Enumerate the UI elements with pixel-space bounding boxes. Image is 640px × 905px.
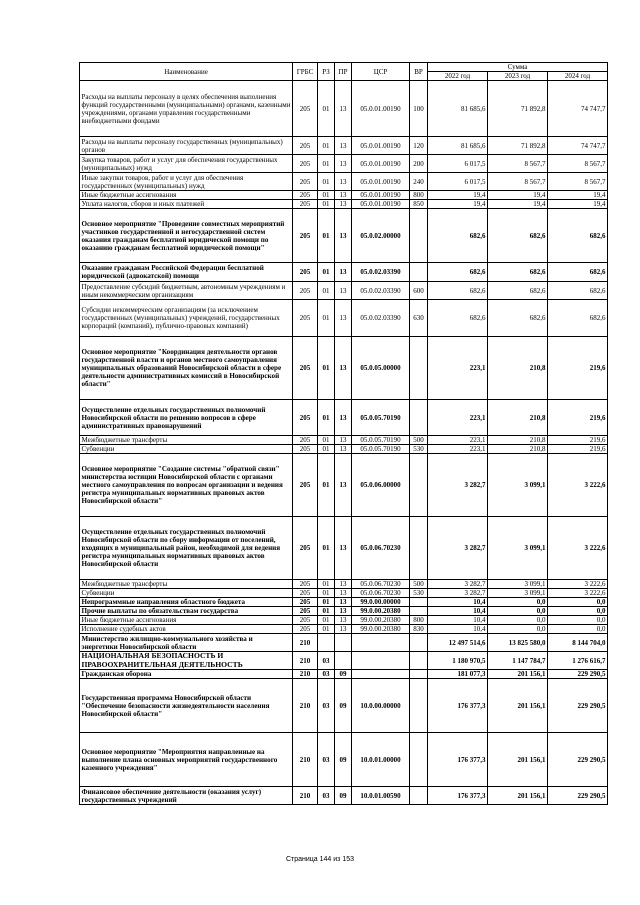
row-pr: 13 (335, 445, 352, 454)
row-sum-2022: 682,6 (428, 300, 488, 337)
table-row (80, 589, 608, 598)
row-csr: 05.0.06.70230 (352, 580, 410, 589)
row-name: Субвенции (80, 445, 293, 454)
row-sum-2023: 8 567,7 (488, 173, 548, 191)
row-vr (410, 337, 428, 400)
col-header-pr: ПР (335, 63, 352, 81)
row-rz: 03 (318, 787, 335, 805)
col-header-rz: РЗ (318, 63, 335, 81)
row-pr: 13 (335, 616, 352, 625)
row-sum-2024: 682,6 (548, 263, 608, 282)
table-row (80, 173, 608, 191)
row-name: Межбюджетные трансферты (80, 580, 293, 589)
row-vr (410, 733, 428, 787)
row-sum-2023: 3 099,1 (488, 517, 548, 580)
row-rz: 01 (318, 598, 335, 607)
row-name: Уплата налогов, сборов и иных платежей (80, 200, 293, 209)
row-sum-2023: 3 099,1 (488, 580, 548, 589)
row-grbs: 205 (293, 200, 318, 209)
row-sum-2023: 0,0 (488, 598, 548, 607)
row-grbs: 205 (293, 137, 318, 155)
col-header-vr: ВР (410, 63, 428, 81)
row-name: Исполнение судебных актов (80, 625, 293, 634)
row-csr: 99.0.00.20380 (352, 625, 410, 634)
row-rz: 01 (318, 191, 335, 200)
row-csr: 05.0.05.70190 (352, 400, 410, 436)
row-vr: 530 (410, 445, 428, 454)
row-pr: 13 (335, 454, 352, 517)
row-rz: 01 (318, 300, 335, 337)
row-vr: 100 (410, 81, 428, 137)
row-sum-2022: 176 377,3 (428, 787, 488, 805)
row-rz: 01 (318, 607, 335, 616)
table-row (80, 191, 608, 200)
row-grbs: 205 (293, 173, 318, 191)
budget-table (79, 62, 608, 805)
row-vr: 240 (410, 173, 428, 191)
row-sum-2024: 8 567,7 (548, 155, 608, 173)
row-sum-2024: 0,0 (548, 598, 608, 607)
row-sum-2024: 74 747,7 (548, 137, 608, 155)
row-grbs: 210 (293, 733, 318, 787)
row-vr: 630 (410, 300, 428, 337)
row-pr: 09 (335, 670, 352, 679)
row-csr (352, 670, 410, 679)
row-pr: 13 (335, 625, 352, 634)
row-pr: 13 (335, 263, 352, 282)
row-grbs: 205 (293, 436, 318, 445)
table-row (80, 400, 608, 436)
row-sum-2024: 682,6 (548, 282, 608, 300)
row-sum-2024: 8 567,7 (548, 173, 608, 191)
budget-table-page (79, 62, 607, 805)
row-sum-2022: 3 282,7 (428, 589, 488, 598)
table-row (80, 445, 608, 454)
row-pr: 09 (335, 733, 352, 787)
row-pr (335, 634, 352, 652)
row-pr: 13 (335, 191, 352, 200)
row-csr: 05.0.05.00000 (352, 337, 410, 400)
row-grbs: 205 (293, 517, 318, 580)
row-name: НАЦИОНАЛЬНАЯ БЕЗОПАСНОСТЬ И ПРАВООХРАНИТЕЛЬНАЯ ДЕЯТЕЛЬНОСТЬ (80, 652, 293, 670)
row-sum-2024: 3 222,6 (548, 589, 608, 598)
row-csr: 10.0.01.00000 (352, 733, 410, 787)
row-sum-2022: 181 077,3 (428, 670, 488, 679)
row-csr: 05.0.06.70230 (352, 589, 410, 598)
row-sum-2022: 176 377,3 (428, 679, 488, 733)
row-vr: 850 (410, 200, 428, 209)
row-pr (335, 652, 352, 670)
row-csr: 05.0.05.70190 (352, 445, 410, 454)
row-rz: 01 (318, 616, 335, 625)
row-name: Оказание гражданам Российской Федерации бесплатной юридической (адвокатской) помощи (80, 263, 293, 282)
row-sum-2022: 10,4 (428, 607, 488, 616)
row-pr: 13 (335, 300, 352, 337)
row-sum-2023: 8 567,7 (488, 155, 548, 173)
row-vr (410, 634, 428, 652)
row-pr: 13 (335, 173, 352, 191)
table-row (80, 616, 608, 625)
row-name: Прочие выплаты по обязательствам государства (80, 607, 293, 616)
row-sum-2024: 8 144 704,0 (548, 634, 608, 652)
row-sum-2023: 210,8 (488, 337, 548, 400)
row-grbs: 205 (293, 209, 318, 263)
table-row (80, 670, 608, 679)
row-name: Министерство жилищно-коммунального хозяйства и энергетики Новосибирской области (80, 634, 293, 652)
row-sum-2024: 682,6 (548, 209, 608, 263)
row-csr: 05.0.05.70190 (352, 436, 410, 445)
row-csr: 05.0.01.00190 (352, 191, 410, 200)
row-grbs: 205 (293, 445, 318, 454)
row-csr: 05.0.02.03390 (352, 282, 410, 300)
row-grbs: 205 (293, 155, 318, 173)
col-header-name: Наименование (80, 63, 293, 81)
row-sum-2022: 3 282,7 (428, 517, 488, 580)
row-pr: 13 (335, 155, 352, 173)
table-row (80, 652, 608, 670)
col-header-sum: Сумма (428, 63, 608, 72)
row-sum-2022: 3 282,7 (428, 454, 488, 517)
row-name: Финансовое обеспечение деятельности (оказания услуг) государственных учреждений (80, 787, 293, 805)
row-name: Осуществление отдельных государственных полномочий Новосибирской области по сбору информации от поселений, входящих в муниципальный район, необходимой для ведения регистра муниципальных нормативных правовых актов Новосибирской области (80, 517, 293, 580)
row-sum-2022: 81 685,6 (428, 81, 488, 137)
col-header-year-2024: 2024 год (548, 72, 608, 81)
row-grbs: 205 (293, 580, 318, 589)
row-grbs: 210 (293, 679, 318, 733)
table-row (80, 454, 608, 517)
row-rz (318, 634, 335, 652)
row-grbs: 205 (293, 191, 318, 200)
row-sum-2022: 19,4 (428, 191, 488, 200)
row-csr: 05.0.01.00190 (352, 155, 410, 173)
row-grbs: 205 (293, 454, 318, 517)
row-grbs: 205 (293, 263, 318, 282)
row-pr: 13 (335, 607, 352, 616)
row-csr: 99.0.00.20380 (352, 616, 410, 625)
table-row (80, 787, 608, 805)
row-rz: 01 (318, 263, 335, 282)
row-vr: 120 (410, 137, 428, 155)
row-rz: 01 (318, 625, 335, 634)
row-name: Предоставление субсидий бюджетным, автономным учреждениям и иным некоммерческим организациям (80, 282, 293, 300)
row-sum-2024: 19,4 (548, 200, 608, 209)
row-rz: 01 (318, 173, 335, 191)
table-row (80, 607, 608, 616)
table-row (80, 137, 608, 155)
row-rz: 01 (318, 200, 335, 209)
row-sum-2022: 10,4 (428, 616, 488, 625)
row-rz: 01 (318, 580, 335, 589)
row-name: Иные закупки товаров, работ и услуг для обеспечения государственных (муниципальных) нужд (80, 173, 293, 191)
row-sum-2022: 682,6 (428, 282, 488, 300)
row-vr: 200 (410, 155, 428, 173)
row-grbs: 205 (293, 625, 318, 634)
row-sum-2023: 3 099,1 (488, 454, 548, 517)
row-grbs: 210 (293, 787, 318, 805)
row-sum-2024: 19,4 (548, 191, 608, 200)
row-name: Основное мероприятие "Проведение совместных мероприятий участников государственной и негосударственной систем оказания гражданам бесплатной юридической помощи по оказанию гражданам бесплатной юридической помощи" (80, 209, 293, 263)
row-sum-2024: 229 290,5 (548, 670, 608, 679)
row-name: Основное мероприятие "Мероприятия направленные на выполнение плана основных мероприятий государственного казенного учреждения" (80, 733, 293, 787)
row-vr (410, 670, 428, 679)
row-grbs: 205 (293, 282, 318, 300)
row-sum-2022: 223,1 (428, 337, 488, 400)
row-sum-2024: 1 276 616,7 (548, 652, 608, 670)
row-csr: 99.0.00.20380 (352, 607, 410, 616)
row-sum-2022: 6 017,5 (428, 155, 488, 173)
row-sum-2024: 229 290,5 (548, 679, 608, 733)
row-sum-2024: 229 290,5 (548, 733, 608, 787)
row-pr: 13 (335, 400, 352, 436)
row-sum-2023: 71 892,8 (488, 137, 548, 155)
row-pr: 13 (335, 436, 352, 445)
row-vr (410, 787, 428, 805)
row-grbs: 205 (293, 400, 318, 436)
row-csr: 05.0.02.03390 (352, 263, 410, 282)
row-sum-2022: 1 180 970,5 (428, 652, 488, 670)
table-row (80, 436, 608, 445)
row-csr: 05.0.01.00190 (352, 173, 410, 191)
row-sum-2022: 223,1 (428, 445, 488, 454)
row-sum-2022: 3 282,7 (428, 580, 488, 589)
row-sum-2022: 682,6 (428, 263, 488, 282)
row-rz: 03 (318, 679, 335, 733)
row-name: Расходы на выплаты персоналу в целях обеспечения выполнения функций государственными (муниципальными) органами, казенными учреждениями, органами управления государственными внебюджетными фондами (80, 81, 293, 137)
table-row (80, 337, 608, 400)
table-row (80, 679, 608, 733)
row-sum-2024: 219,6 (548, 337, 608, 400)
row-pr: 13 (335, 282, 352, 300)
row-vr (410, 598, 428, 607)
row-vr: 500 (410, 436, 428, 445)
row-name: Иные бюджетные ассигнования (80, 616, 293, 625)
row-name: Основное мероприятие "Координация деятельности органов государственной власти и органов местного самоуправления муниципальных образований Новосибирской области в сфере деятельности административных комиссий в Новосибирской области" (80, 337, 293, 400)
row-csr: 05.0.01.00190 (352, 137, 410, 155)
table-row (80, 300, 608, 337)
row-grbs: 205 (293, 81, 318, 137)
row-rz: 01 (318, 436, 335, 445)
table-row (80, 625, 608, 634)
row-sum-2023: 0,0 (488, 625, 548, 634)
row-sum-2023: 19,4 (488, 200, 548, 209)
row-sum-2022: 12 497 514,6 (428, 634, 488, 652)
row-vr (410, 400, 428, 436)
row-grbs: 205 (293, 337, 318, 400)
row-grbs: 205 (293, 598, 318, 607)
row-csr: 10.0.00.00000 (352, 679, 410, 733)
row-grbs: 210 (293, 652, 318, 670)
row-name: Осуществление отдельных государственных полномочий Новосибирской области по решению вопросов в сфере административных правонарушений (80, 400, 293, 436)
row-rz: 01 (318, 209, 335, 263)
row-sum-2024: 219,6 (548, 400, 608, 436)
row-sum-2024: 219,6 (548, 445, 608, 454)
row-rz: 03 (318, 670, 335, 679)
row-sum-2024: 3 222,6 (548, 580, 608, 589)
row-name: Гражданская оборона (80, 670, 293, 679)
row-sum-2023: 682,6 (488, 300, 548, 337)
row-rz: 01 (318, 337, 335, 400)
row-vr (410, 263, 428, 282)
row-sum-2023: 19,4 (488, 191, 548, 200)
row-sum-2023: 682,6 (488, 282, 548, 300)
row-sum-2022: 19,4 (428, 200, 488, 209)
row-sum-2023: 71 892,8 (488, 81, 548, 137)
row-pr: 13 (335, 81, 352, 137)
row-pr: 13 (335, 580, 352, 589)
row-grbs: 205 (293, 589, 318, 598)
row-rz: 03 (318, 733, 335, 787)
row-csr: 10.0.01.00590 (352, 787, 410, 805)
row-grbs: 205 (293, 607, 318, 616)
row-rz: 01 (318, 155, 335, 173)
row-pr: 13 (335, 517, 352, 580)
row-grbs: 210 (293, 634, 318, 652)
row-sum-2024: 219,6 (548, 436, 608, 445)
row-sum-2023: 201 156,1 (488, 787, 548, 805)
row-sum-2024: 74 747,7 (548, 81, 608, 137)
row-sum-2022: 223,1 (428, 400, 488, 436)
table-row (80, 598, 608, 607)
row-grbs: 205 (293, 300, 318, 337)
row-sum-2024: 229 290,5 (548, 787, 608, 805)
row-vr: 600 (410, 282, 428, 300)
table-row (80, 733, 608, 787)
row-name: Основное мероприятие "Создание системы "обратной связи" министерства юстиции Новосибирской области с органами местного самоуправления по вопросам организации и ведения регистра муниципальных нормативных правовых актов Новосибирской области" (80, 454, 293, 517)
row-pr: 13 (335, 337, 352, 400)
row-vr: 800 (410, 616, 428, 625)
row-sum-2023: 201 156,1 (488, 679, 548, 733)
row-vr: 830 (410, 625, 428, 634)
col-header-year-2023: 2023 год (488, 72, 548, 81)
row-csr: 05.0.06.00000 (352, 454, 410, 517)
row-pr: 13 (335, 137, 352, 155)
row-pr: 09 (335, 679, 352, 733)
table-row (80, 282, 608, 300)
row-grbs: 205 (293, 616, 318, 625)
row-name: Государственная программа Новосибирской области "Обеспечение безопасности жизнедеятельности населения Новосибирской области" (80, 679, 293, 733)
col-header-grbs: ГРБС (293, 63, 318, 81)
row-vr (410, 454, 428, 517)
row-rz: 01 (318, 282, 335, 300)
row-name: Субвенции (80, 589, 293, 598)
row-sum-2023: 210,8 (488, 400, 548, 436)
row-name: Расходы на выплаты персоналу государственных (муниципальных) органов (80, 137, 293, 155)
page-number: Страница 144 из 153 (285, 856, 355, 863)
col-header-csr: ЦСР (352, 63, 410, 81)
row-csr: 99.0.00.00000 (352, 598, 410, 607)
row-sum-2023: 682,6 (488, 209, 548, 263)
row-pr: 13 (335, 598, 352, 607)
row-sum-2024: 3 222,6 (548, 454, 608, 517)
row-csr: 05.0.06.70230 (352, 517, 410, 580)
row-csr (352, 634, 410, 652)
row-rz: 01 (318, 137, 335, 155)
row-sum-2024: 0,0 (548, 607, 608, 616)
row-sum-2024: 0,0 (548, 616, 608, 625)
row-sum-2022: 682,6 (428, 209, 488, 263)
row-sum-2023: 210,8 (488, 436, 548, 445)
row-name: Субсидии некоммерческим организациям (за исключением государственных (муниципальных) учреждений, государственных корпораций (компаний), публично-правовых компаний) (80, 300, 293, 337)
table-row (80, 200, 608, 209)
row-vr: 530 (410, 589, 428, 598)
row-name: Межбюджетные трансферты (80, 436, 293, 445)
row-vr (410, 607, 428, 616)
row-sum-2023: 3 099,1 (488, 589, 548, 598)
row-csr: 05.0.02.00000 (352, 209, 410, 263)
row-vr: 800 (410, 191, 428, 200)
table-row (80, 263, 608, 282)
row-rz: 01 (318, 400, 335, 436)
row-sum-2023: 201 156,1 (488, 670, 548, 679)
row-sum-2023: 13 825 580,0 (488, 634, 548, 652)
row-sum-2022: 6 017,5 (428, 173, 488, 191)
row-sum-2023: 201 156,1 (488, 733, 548, 787)
row-pr: 09 (335, 787, 352, 805)
row-grbs: 210 (293, 670, 318, 679)
row-sum-2023: 682,6 (488, 263, 548, 282)
table-row (80, 634, 608, 652)
row-rz: 01 (318, 81, 335, 137)
row-sum-2023: 0,0 (488, 607, 548, 616)
row-sum-2022: 81 685,6 (428, 137, 488, 155)
table-row (80, 81, 608, 137)
row-sum-2022: 223,1 (428, 436, 488, 445)
row-vr (410, 209, 428, 263)
row-csr: 05.0.01.00190 (352, 81, 410, 137)
row-sum-2023: 1 147 784,7 (488, 652, 548, 670)
row-vr (410, 652, 428, 670)
row-vr (410, 679, 428, 733)
row-rz: 03 (318, 652, 335, 670)
row-vr (410, 517, 428, 580)
table-row (80, 580, 608, 589)
row-pr: 13 (335, 589, 352, 598)
table-row (80, 209, 608, 263)
table-row (80, 517, 608, 580)
row-sum-2022: 10,4 (428, 625, 488, 634)
row-pr: 13 (335, 209, 352, 263)
row-rz: 01 (318, 445, 335, 454)
col-header-year-2022: 2022 год (428, 72, 488, 81)
row-csr (352, 652, 410, 670)
row-name: Непрограммные направления областного бюджета (80, 598, 293, 607)
row-pr: 13 (335, 200, 352, 209)
row-sum-2024: 0,0 (548, 625, 608, 634)
row-sum-2024: 682,6 (548, 300, 608, 337)
row-sum-2022: 10,4 (428, 598, 488, 607)
row-rz: 01 (318, 589, 335, 598)
row-sum-2023: 0,0 (488, 616, 548, 625)
row-sum-2022: 176 377,3 (428, 733, 488, 787)
row-vr: 500 (410, 580, 428, 589)
row-rz: 01 (318, 517, 335, 580)
table-row (80, 155, 608, 173)
row-sum-2023: 210,8 (488, 445, 548, 454)
row-csr: 05.0.01.00190 (352, 200, 410, 209)
row-rz: 01 (318, 454, 335, 517)
row-sum-2024: 3 222,6 (548, 517, 608, 580)
row-name: Иные бюджетные ассигнования (80, 191, 293, 200)
budget-table-body (80, 81, 608, 805)
row-csr: 05.0.02.03390 (352, 300, 410, 337)
row-name: Закупка товаров, работ и услуг для обеспечения государственных (муниципальных) нужд (80, 155, 293, 173)
